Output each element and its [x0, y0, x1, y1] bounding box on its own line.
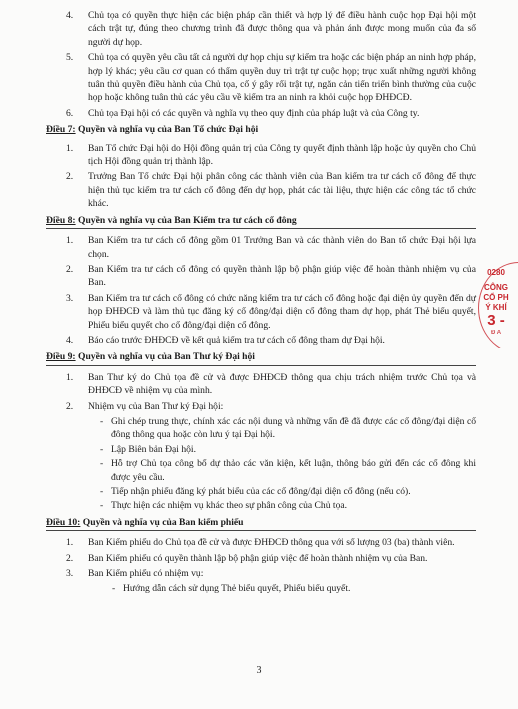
- article-label: Điều 7:: [46, 124, 76, 136]
- dash-bullet: -: [100, 458, 104, 470]
- dash-bullet: -: [100, 500, 104, 512]
- page-number: 3: [256, 665, 262, 676]
- dash-bullet: -: [100, 443, 104, 455]
- item-number: 4.: [66, 334, 74, 346]
- list-item: [46, 170, 476, 210]
- list-item: [46, 263, 476, 290]
- item-number: 3.: [66, 568, 74, 580]
- list-item: [46, 107, 476, 120]
- duty-item: [46, 415, 476, 442]
- article-title: Quyền và nghĩa vụ của Ban Tổ chức Đại hội: [77, 124, 259, 136]
- item-text: Ban Kiểm tra tư cách cổ đông gồm 01 Trưởng Ban và các thành viên do Ban tổ chức Đại hội lựa chọn.: [88, 235, 476, 260]
- item-number: 1.: [66, 537, 74, 549]
- item-text: Chủ tọa có quyền yêu cầu tất cả người dự họp chịu sự kiểm tra hoặc các biện pháp an ninh hợp pháp, hợp lý khác; yêu cầu cơ quan có thẩm quyền duy trì trật tự cuộc họp; trục xuất những người không tuân thủ quyền điều hành của Chủ tọa, cố ý gây rối trật tự, ngăn cản tiến triển bình thường của cuộc họp hoặc không tuân thủ các yêu cầu về kiểm tra an ninh ra khỏi cuộc họp ĐHĐCĐ.: [88, 52, 476, 104]
- article-heading-8: [46, 214, 476, 229]
- article-title: Quyền và nghĩa vụ của Ban Kiểm tra tư cách cổ đông: [77, 214, 297, 226]
- list-item: [46, 292, 476, 332]
- item-number: 6.: [66, 107, 74, 119]
- item-text: Trưởng Ban Tổ chức Đại hội phân công các thành viên của Ban kiểm tra tư cách cổ đông để thực hiện thủ tục kiểm tra tư cách cổ đông đến dự họp, phát các tài liệu, thực hiện các công tác tổ chức khác.: [88, 171, 476, 210]
- list-item: [46, 567, 476, 580]
- item-number: 2.: [66, 171, 74, 183]
- duty-text: Hướng dẫn cách sử dụng Thẻ biểu quyết, Phiếu biểu quyết.: [123, 583, 351, 595]
- dash-bullet: -: [100, 415, 104, 427]
- item-text: Ban Kiểm phiếu do Chủ tọa đề cử và được ĐHĐCĐ thông qua với số lượng 03 (ba) thành viên.: [88, 537, 455, 549]
- duty-item: [46, 582, 476, 595]
- article-label: Điều 10:: [46, 516, 81, 528]
- duty-text: Hỗ trợ Chủ tọa công bố dự thảo các văn kiện, kết luận, thông báo gửi đến các cổ đông khi được yêu cầu.: [111, 458, 476, 483]
- list-item: [46, 51, 476, 105]
- article-heading-9: [46, 350, 476, 365]
- item-text: Ban Kiểm tra tư cách cổ đông có chức năng kiểm tra tư cách cổ đông hoặc đại diện ủy quyền đến dự họp ĐHĐCĐ và làm thủ tục đăng ký cổ đông/đại diện cổ đông tham dự họp, phát Thẻ biểu quyết, Phiếu biểu quyết cho cổ đông/đại diện cổ đông.: [88, 292, 476, 331]
- item-number: 1.: [66, 371, 74, 383]
- article-title: Quyền và nghĩa vụ của Ban kiểm phiếu: [82, 516, 244, 528]
- item-number: 1.: [66, 142, 74, 154]
- item-number: 2.: [66, 400, 74, 412]
- seal-text: CỔ PH: [483, 293, 509, 302]
- item-text: Chủ tọa có quyền thực hiện các biện pháp cần thiết và hợp lý để điều hành cuộc họp Đại hội một cách trật tự, đúng theo chương trình đã được thông qua và phản ánh được mong muốn của đa số người dự họp.: [88, 10, 476, 48]
- item-number: 2.: [66, 552, 74, 564]
- list-item: [46, 9, 476, 49]
- article-label: Điều 9:: [46, 351, 76, 363]
- item-number: 2.: [66, 263, 74, 275]
- list-item: [46, 142, 476, 169]
- duty-text: Thực hiện các nhiệm vụ khác theo sự phân công của Chủ tọa.: [111, 500, 348, 512]
- list-item: [46, 234, 476, 261]
- item-text: Ban Kiểm phiếu có quyền thành lập bộ phận giúp việc để hoàn thành nhiệm vụ của Ban.: [88, 552, 428, 564]
- seal-text: 0280: [487, 268, 505, 277]
- list-item: [46, 552, 476, 565]
- seal-text: Ý KHÍ: [485, 303, 507, 312]
- duty-text: Tiếp nhận phiếu đăng ký phát biểu của các cổ đông/đại diện cổ đông (nếu có).: [111, 486, 411, 497]
- duty-text: Lập Biên bản Đại hội.: [111, 443, 196, 455]
- duty-text: Ghi chép trung thực, chính xác các nội dung và những vấn đề đã được các cổ đông/đại diện cổ đông thông qua hoặc còn lưu ý tại Đại hội.: [111, 415, 476, 441]
- article-title: Quyền và nghĩa vụ của Ban Thư ký Đại hội: [77, 351, 255, 363]
- seal-text: Đ A: [490, 330, 502, 336]
- document-body: [46, 9, 476, 597]
- duty-item: [46, 457, 476, 484]
- item-text: Ban Tổ chức Đại hội do Hội đồng quản trị của Công ty quyết định thành lập hoặc ủy quyền cho Chủ tịch Hội đồng quản trị thành lập.: [88, 142, 476, 168]
- item-text: Ban Kiểm tra tư cách cổ đông có quyền thành lập bộ phận giúp việc để hoàn thành nhiệm vụ của Ban.: [88, 263, 476, 289]
- item-number: 5.: [66, 52, 74, 64]
- seal-text: 3 -: [487, 312, 505, 329]
- dash-bullet: -: [112, 583, 116, 595]
- duty-item: [46, 443, 476, 456]
- item-text: Ban Thư ký do Chủ tọa đề cử và được ĐHĐCĐ thông qua chịu trách nhiệm trước Chủ tọa và ĐHĐCĐ về nhiệm vụ của mình.: [88, 371, 476, 397]
- item-number: 3.: [66, 292, 74, 304]
- list-item: [46, 334, 476, 347]
- list-item: [46, 536, 476, 549]
- article-heading-7: [46, 123, 476, 136]
- company-seal-stamp: [474, 262, 518, 348]
- list-item: [46, 400, 476, 413]
- item-text: Ban Kiểm phiếu có nhiệm vụ:: [88, 568, 204, 580]
- duty-item: [46, 499, 476, 512]
- seal-text: CÔNG: [484, 283, 508, 292]
- item-text: Nhiệm vụ của Ban Thư ký Đại hội:: [88, 400, 224, 412]
- item-text: Báo cáo trước ĐHĐCĐ về kết quả kiểm tra tư cách cổ đông tham dự Đại hội.: [88, 334, 385, 346]
- item-number: 4.: [66, 10, 74, 21]
- article-label: Điều 8:: [46, 214, 76, 226]
- dash-bullet: -: [100, 486, 104, 497]
- article-heading-10: [46, 516, 476, 531]
- list-item: [46, 371, 476, 398]
- item-text: Chủ tọa Đại hội có các quyền và nghĩa vụ theo quy định của pháp luật và của Công ty.: [88, 107, 420, 119]
- item-number: 1.: [66, 235, 74, 247]
- duty-item: [46, 485, 476, 498]
